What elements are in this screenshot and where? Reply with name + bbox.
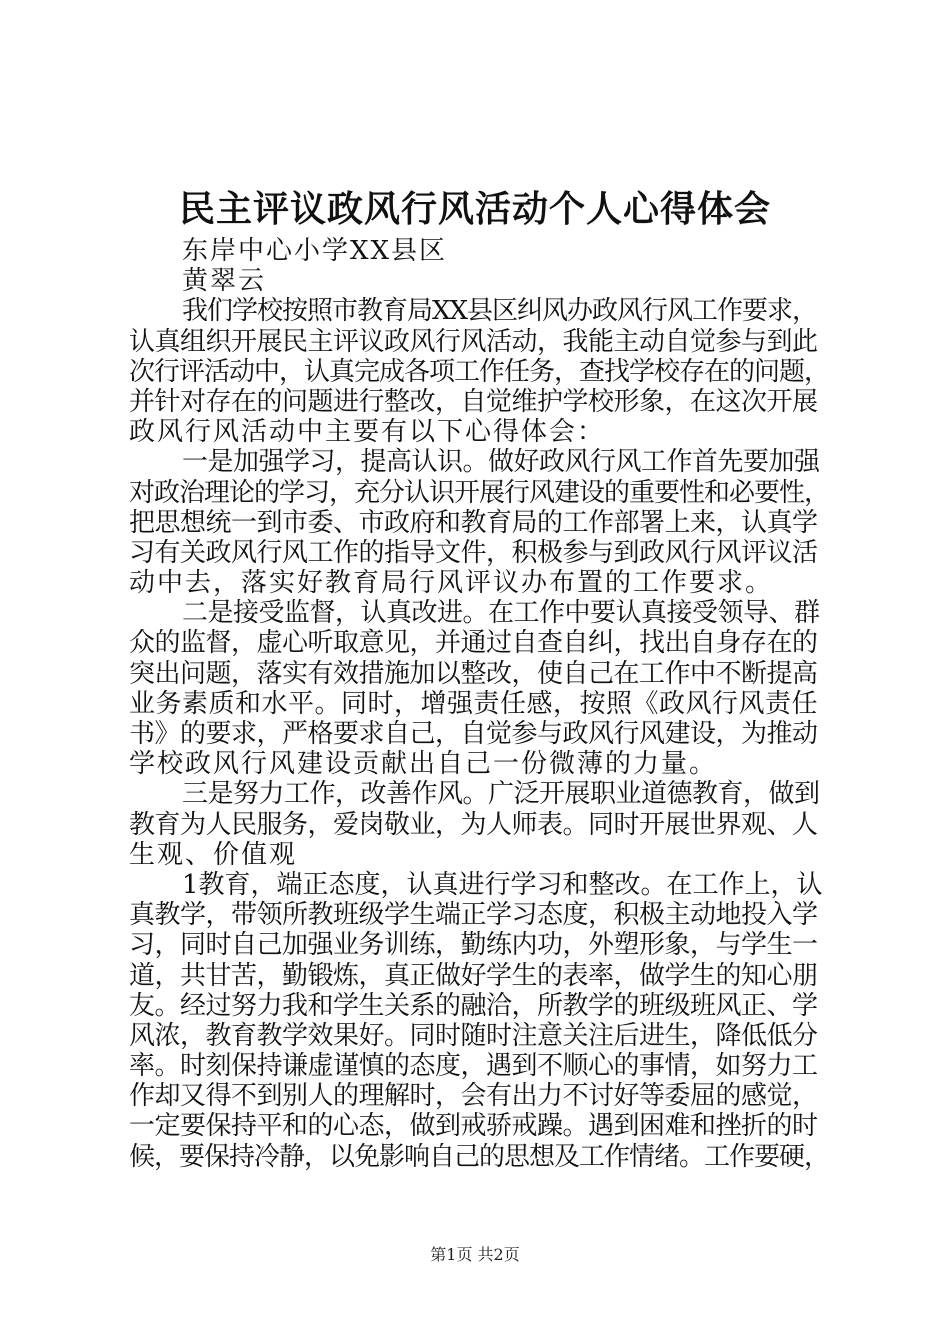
text-line: 1教育，端正态度，认真进行学习和整改。在工作上，认 bbox=[182, 869, 823, 900]
text-line: 风浓，教育教学效果好。同时随时注意关注后进生，降低低分 bbox=[129, 1020, 818, 1051]
text-line: 政风行风活动中主要有以下心得体会： bbox=[129, 417, 606, 448]
text-line: 真教学，带领所教班级学生端正学习态度，积极主动地投入学 bbox=[129, 900, 818, 931]
text-line: 对政治理论的学习，充分认识开展行风建设的重要性和必要性， bbox=[129, 477, 830, 508]
text-line: 并针对存在的问题进行整改，自觉维护学校形象，在这次开展 bbox=[129, 386, 818, 417]
text-line: 生观、价值观 bbox=[129, 839, 298, 870]
text-line: 习有关政风行风工作的指导文件，积极参与到政风行风评议活 bbox=[129, 537, 818, 568]
text-line: 突出问题，落实有效措施加以整改，使自己在工作中不断提高 bbox=[129, 658, 818, 689]
text-line: 三是努力工作，改善作风。广泛开展职业道德教育，做到 bbox=[182, 779, 820, 810]
text-line: 我们学校按照市教育局XX县区纠风办政风行风工作要求， bbox=[182, 296, 818, 327]
text-line: 业务素质和水平。同时，增强责任感，按照《政风行风责任 bbox=[129, 688, 819, 719]
text-line: 学校政风行风建设贡献出自己一份微薄的力量。 bbox=[129, 749, 718, 780]
text-line: 动中去，落实好教育局行风评议办布置的工作要求。 bbox=[129, 568, 774, 599]
text-line: 东岸中心小学XX县区 bbox=[182, 236, 448, 266]
text-line: 候，要保持冷静，以免影响自己的思想及工作情绪。工作要硬， bbox=[129, 1141, 830, 1172]
text-line: 黄翠云 bbox=[182, 266, 267, 297]
text-line: 道，共甘苦，勤锻炼，真正做好学生的表率，做学生的知心朋 bbox=[129, 960, 818, 991]
text-line: 一是加强学习，提高认识。做好政风行风工作首先要加强 bbox=[182, 447, 820, 478]
text-line: 次行评活动中，认真完成各项工作任务，查找学校存在的问题， bbox=[129, 356, 830, 387]
text-line: 教育为人民服务，爱岗敬业，为人师表。同时开展世界观、人 bbox=[129, 809, 818, 840]
text-line: 把思想统一到市委、市政府和教育局的工作部署上来，认真学 bbox=[129, 507, 818, 538]
text-line: 率。时刻保持谦虚谨慎的态度，遇到不顺心的事情，如努力工 bbox=[129, 1051, 818, 1082]
text-line: 友。经过努力我和学生关系的融洽，所教学的班级班风正、学 bbox=[129, 990, 818, 1021]
document-body bbox=[129, 236, 829, 1172]
text-line: 二是接受监督，认真改进。在工作中要认真接受领导、群 bbox=[182, 598, 820, 629]
text-line: 认真组织开展民主评议政风行风活动，我能主动自觉参与到此 bbox=[129, 326, 818, 357]
text-line: 众的监督，虚心听取意见，并通过自查自纠，找出自身存在的 bbox=[129, 628, 818, 659]
text-line: 书》的要求，严格要求自己，自觉参与政风行风建设，为推动 bbox=[129, 719, 818, 749]
page-footer: 第1页 共2页 bbox=[430, 1245, 520, 1264]
text-line: 习，同时自己加强业务训练，勤练内功，外塑形象，与学生一 bbox=[129, 930, 818, 961]
text-line: 作却又得不到别人的理解时，会有出力不讨好等委屈的感觉， bbox=[129, 1081, 818, 1112]
text-line: 一定要保持平和的心态，做到戒骄戒躁。遇到困难和挫折的时 bbox=[129, 1111, 818, 1142]
document-title: 民主评议政风行风活动个人心得体会 bbox=[178, 188, 771, 230]
